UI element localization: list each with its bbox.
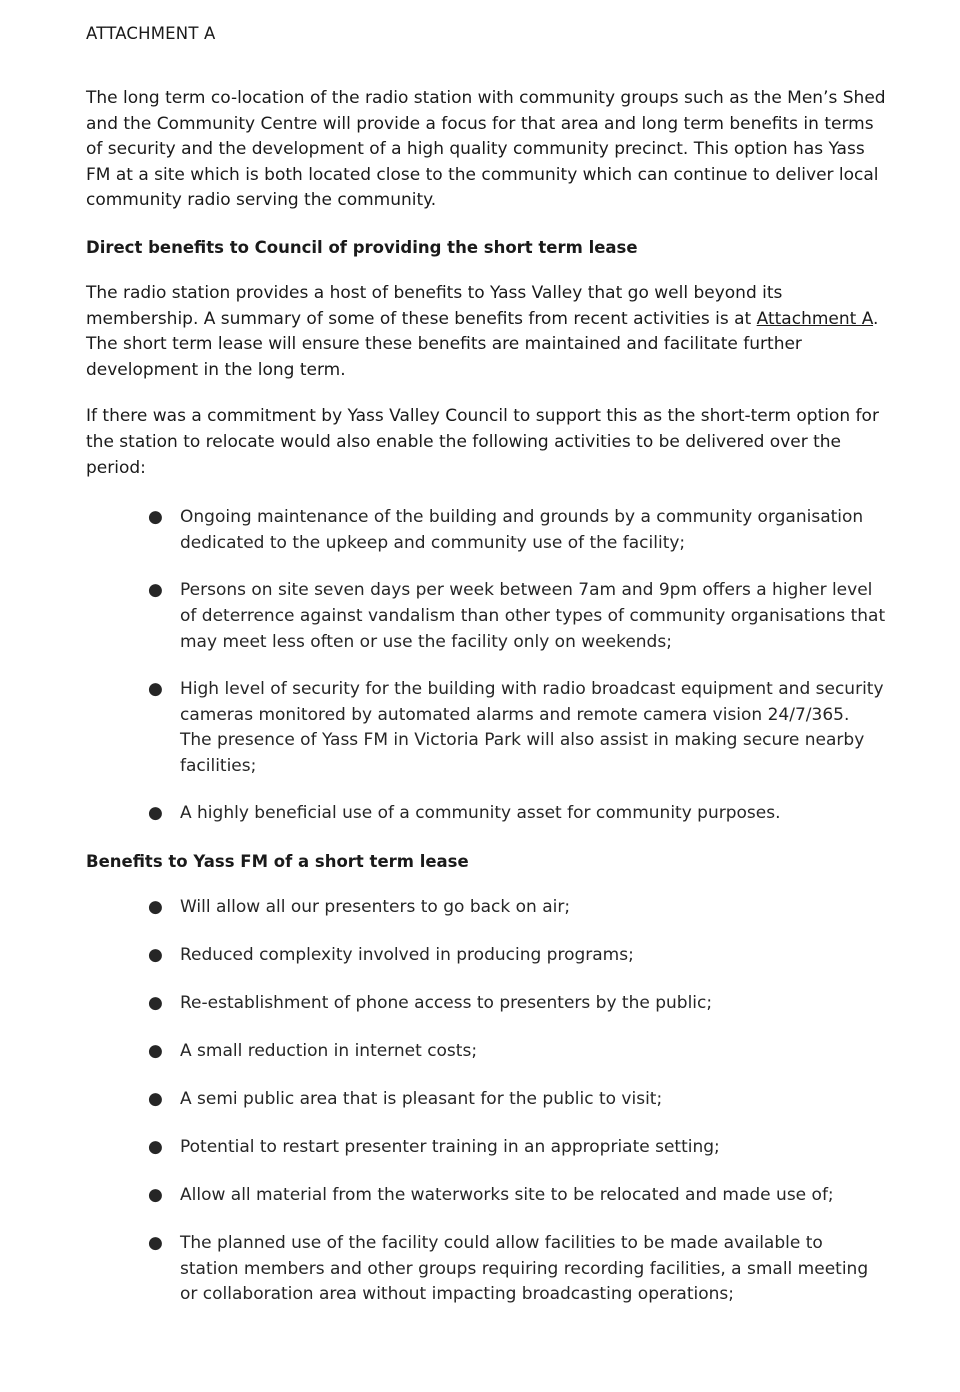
attachment-a-link[interactable]: Attachment A (756, 308, 874, 329)
bullet-icon: ● (148, 1232, 163, 1253)
section-heading-council-benefits: Direct benefits to Council of providing the short term lease (86, 237, 638, 257)
list-item: ● A semi public area that is pleasant for the public to visit; (86, 1087, 886, 1113)
list-item: ● Persons on site seven days per week between 7am and 9pm offers a higher level of deterrence against vandalism than other types of community organisations that may meet less often or use the facility only on weekends; (148, 580, 886, 652)
section-heading-yassfm-benefits: Benefits to Yass FM of a short term lease (86, 852, 469, 872)
bullet-icon: ● (148, 1136, 163, 1157)
bullet-icon: ● (148, 580, 163, 601)
benefits-summary-paragraph (86, 281, 886, 383)
intro-paragraph: The long term co-location of the radio station with community groups such as the Men’s Shed and the Community Centre will provide a focus for that area and long term benefits in terms of security and the development of a high quality community precinct. This option has Yass FM at a site which is both located close to the community which can continue to deliver local community radio serving the community. (86, 88, 886, 211)
bullet-icon: ● (148, 1184, 163, 1205)
list-item: ● The planned use of the facility could allow facilities to be made available to station members and other groups requiring recording facilities, a small meeting or collaboration area without impacting broadcasting operations; (148, 1232, 869, 1305)
benefits-summary-text: The radio station provides a host of benefits to Yass Valley that go well beyond its membership. A summary of some of these benefits from recent activities is at (86, 282, 783, 329)
list-item: ● A small reduction in internet costs; (86, 1039, 886, 1065)
bullet-icon: ● (148, 993, 163, 1014)
list-item: ● Reduced complexity involved in producing programs; (86, 943, 886, 969)
bullet-icon: ● (148, 1089, 163, 1109)
bullet-icon: ● (148, 507, 163, 528)
bullet-icon: ● (148, 945, 163, 966)
list-item: ● Will allow all our presenters to go back on air; (86, 895, 886, 921)
bullet-icon: ● (148, 1041, 163, 1062)
council-benefits-list (86, 505, 886, 827)
bullet-icon: ● (148, 803, 163, 824)
commitment-paragraph: If there was a commitment by Yass Valley Council to support this as the short-term option for the station to relocate would also enable the following activities to be delivered over the period: (86, 406, 879, 478)
list-item: ● Ongoing maintenance of the building and grounds by a community organisation dedicated to the upkeep and community use of the facility; (148, 507, 864, 553)
list-item: ● Re-establishment of phone access to presenters by the public; (86, 991, 886, 1017)
bullet-icon: ● (148, 897, 163, 918)
list-item: ● High level of security for the building with radio broadcast equipment and security cameras monitored by automated alarms and remote camera vision 24/7/365. The presence of Yass FM in Victoria Park will also assist in making secure nearby facilities; (148, 679, 884, 776)
bullet-icon: ● (148, 679, 163, 700)
benefits-summary-text-end: . The short term lease will ensure these benefits are maintained and facilitate further development in the long term. (86, 308, 879, 380)
list-item: ● Potential to restart presenter training in an appropriate setting; (86, 1135, 886, 1161)
list-item: ● A highly beneficial use of a community asset for community purposes. (86, 801, 886, 827)
document-page (86, 22, 886, 1330)
yassfm-benefits-list (86, 895, 886, 1308)
attachment-header: ATTACHMENT A (86, 24, 216, 43)
list-item: ● Allow all material from the waterworks site to be relocated and made use of; (86, 1183, 886, 1209)
